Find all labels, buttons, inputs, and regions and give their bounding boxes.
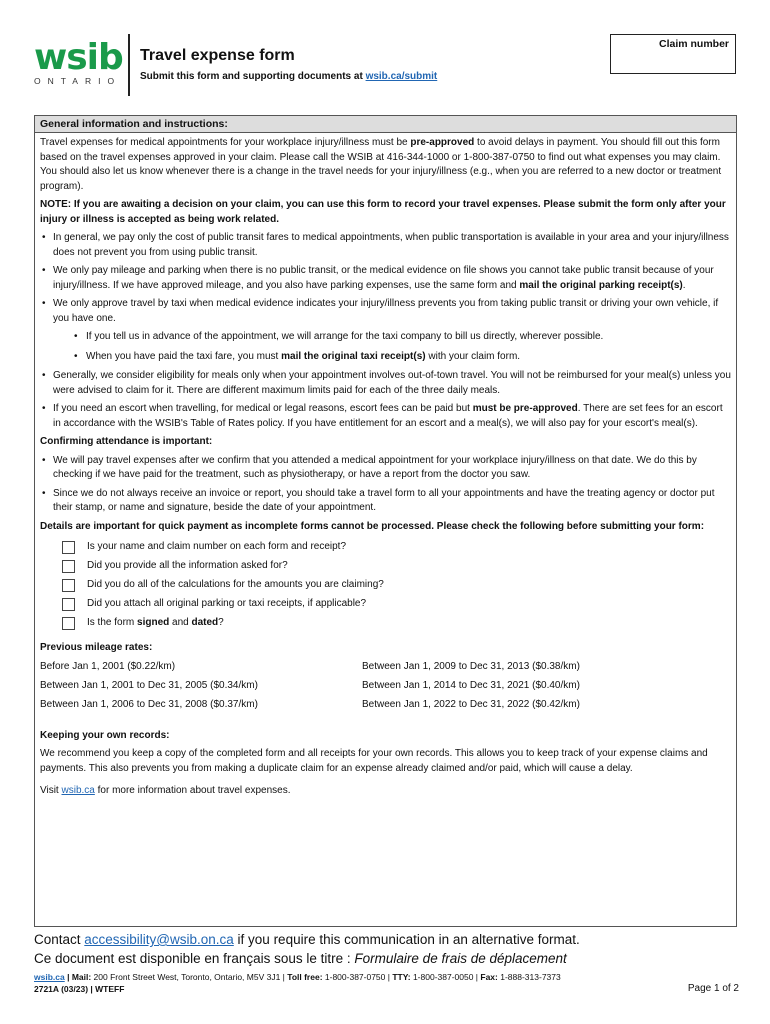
checklist-item: Did you provide all the information asked for? <box>62 557 731 576</box>
page-number: Page 1 of 2 <box>687 983 739 994</box>
checklist-item: Did you attach all original parking or taxi receipts, if applicable? <box>62 595 731 614</box>
list-item: • Since we do not always receive an invoice or report, you should take a travel form to all your appointments and have the treating agency or doctor put their stamp, or name and signature, beside the date of your appointment. <box>40 487 731 516</box>
claim-number-label: Claim number <box>658 38 729 50</box>
instructions-box <box>34 115 737 927</box>
checkbox[interactable] <box>62 560 75 573</box>
subtitle: Submit this form and supporting documents at wsib.ca/submit <box>140 71 438 82</box>
submit-link[interactable]: wsib.ca/submit <box>365 71 438 82</box>
checklist-item: Is your name and claim number on each form and receipt? <box>62 538 731 557</box>
rates-table <box>40 660 731 717</box>
list-item: • We only approve travel by taxi when medical evidence indicates your injury/illness prevents you from taking public transit or driving your own vehicle, if you have one. <box>40 297 731 326</box>
sub-list-item: • If you tell us in advance of the appointment, we will arrange for the taxi company to bill us directly, wherever possible. <box>72 330 731 345</box>
contact-details: wsib.ca | Mail: 200 Front Street West, Toronto, Ontario, M5V 3J1 | Toll free: 1-800-387-0750 | TTY: 1-800-387-0050 | Fax: 1-888-313-7373 <box>34 972 561 982</box>
accessibility-email-link[interactable]: accessibility@wsib.on.ca <box>84 932 234 947</box>
checklist-item: Did you do all of the calculations for the amounts you are claiming? <box>62 576 731 595</box>
french-line: Ce document est disponible en français sous le titre : Formulaire de frais de déplacement <box>34 951 567 966</box>
checkbox[interactable] <box>62 617 75 630</box>
list-item: • Generally, we consider eligibility for meals only when your appointment involves out-of-town travel. You will not be reimbursed for your meal(s) unless you were advised to claim for it. There are different maximum limits paid for each of the three daily meals. <box>40 369 731 398</box>
rate-item: Between Jan 1, 2001 to Dec 31, 2005 ($0.34/km) <box>40 679 258 691</box>
sub-list-item: • When you have paid the taxi fare, you must mail the original taxi receipt(s) with your claim form. <box>72 350 731 365</box>
intro-paragraph: Travel expenses for medical appointments for your workplace injury/illness must be pre-approved to avoid delays in payment. You should fill out this form based on the travel expenses approved in your claim. Please call the WSIB at 416-344-1000 or 1-800-387-0750 to find out what expenses you may claim. You should also let us know whenever there is a change in the travel needs for your injury/illness (e.g., when you are referred to a new doctor or treatment program). <box>40 137 722 192</box>
general-heading: General information and instructions: <box>35 116 736 133</box>
note: NOTE: If you are awaiting a decision on your claim, you can use this form to record your travel expenses. Please submit the form only after your injury or illness is accepted as being work related. <box>40 199 726 225</box>
checkbox[interactable] <box>62 541 75 554</box>
list-item: • We only pay mileage and parking when there is no public transit, or the medical evidence on file shows you cannot take public transit because of your injury/illness. If we have approved mileage, and you also have parking expenses, use the same form and mail the original parking receipt(s). <box>40 264 731 293</box>
form-code: 2721A (03/23) | WTEFF <box>34 984 125 994</box>
wsib-logo <box>34 37 123 86</box>
contact-line: Contact accessibility@wsib.on.ca if you require this communication in an alternative format. <box>34 932 580 947</box>
checkbox[interactable] <box>62 579 75 592</box>
logo-sub: ONTARIO <box>34 76 122 86</box>
claim-number-field[interactable] <box>610 34 736 74</box>
header-divider <box>128 34 130 96</box>
rate-item: Between Jan 1, 2009 to Dec 31, 2013 ($0.38/km) <box>362 660 580 672</box>
rate-item: Between Jan 1, 2014 to Dec 31, 2021 ($0.40/km) <box>362 679 580 691</box>
footer <box>34 930 739 994</box>
list-item: • We will pay travel expenses after we confirm that you attended a medical appointment for your workplace injury/illness on that date. We do this by checking if we have paid for the treatment, such as physiotherapy, or have a report from the doctor you saw. <box>40 454 731 483</box>
rate-item: Between Jan 1, 2006 to Dec 31, 2008 ($0.37/km) <box>40 698 258 710</box>
attendance-heading: Confirming attendance is important: <box>40 436 213 447</box>
logo-word: wsib <box>34 37 123 78</box>
site-link[interactable]: wsib.ca <box>34 972 65 982</box>
rate-item: Before Jan 1, 2001 ($0.22/km) <box>40 660 176 672</box>
records-heading: Keeping your own records: <box>40 729 170 741</box>
checkbox[interactable] <box>62 598 75 611</box>
visit-text: Visit wsib.ca for more information about travel expenses. <box>40 785 291 796</box>
rate-item: Between Jan 1, 2022 to Dec 31, 2022 ($0.42/km) <box>362 698 580 710</box>
list-item: • If you need an escort when travelling, for medical or legal reasons, escort fees can be paid but must be pre-approved. There are set fees for an escort in accordance with the WSIB's Table of Rates policy. If you have entitlement for an escort and a meal(s), we will also pay for your escort's meal(s). <box>40 402 731 431</box>
list-item: • In general, we pay only the cost of public transit fares to medical appointments, when public transportation is available in your area and your injury/illness does not prevent you from using public transit. <box>40 231 731 260</box>
checklist-item: Is the form signed and dated? <box>62 614 731 633</box>
records-text: We recommend you keep a copy of the completed form and all receipts for your own records. This allows you to keep track of your expense claims and payments. This also prevents you from making a duplicate claim for an expense already claimed and/or paid, which will cause a delay. <box>40 748 708 774</box>
page-title: Travel expense form <box>140 47 295 64</box>
rates-heading: Previous mileage rates: <box>40 642 153 653</box>
details-heading: Details are important for quick payment as incomplete forms cannot be processed. Please check the following before submitting your form: <box>40 520 705 532</box>
wsib-link[interactable]: wsib.ca <box>61 785 95 796</box>
